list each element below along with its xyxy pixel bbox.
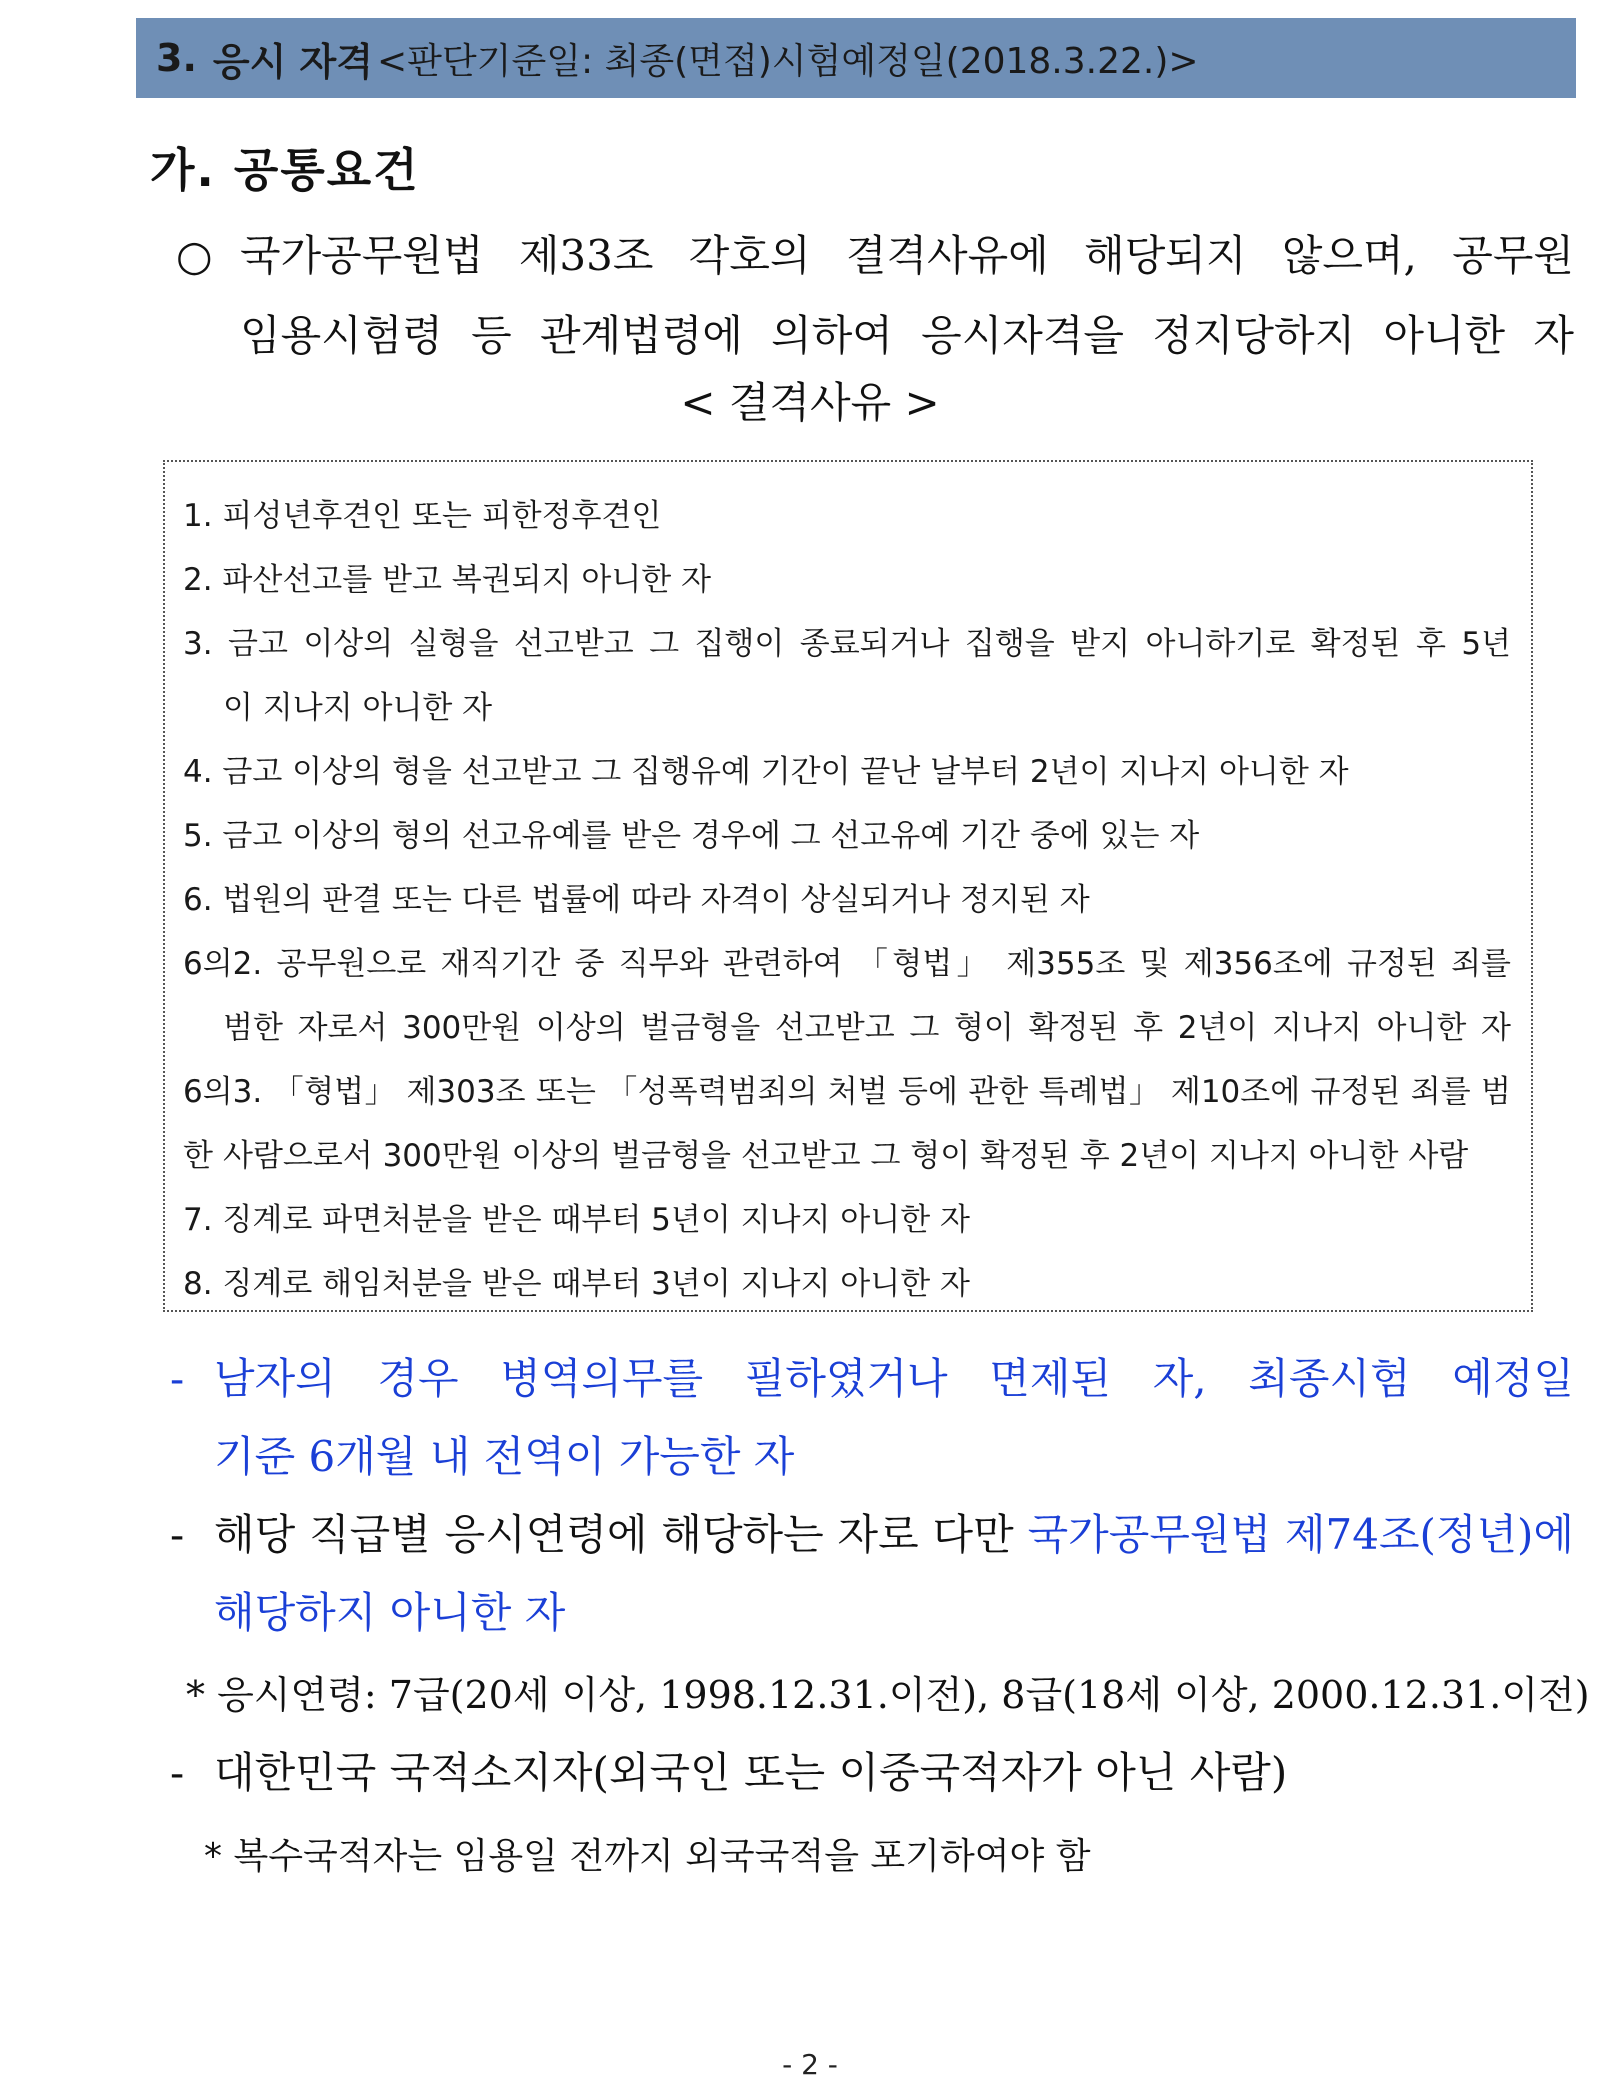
section-heading: 응시 자격	[212, 39, 373, 84]
age-line-1	[170, 1496, 1574, 1574]
dash-bullet-icon: -	[170, 1510, 185, 1559]
list-item: 6의3. 「형법」 제303조 또는 「성폭력범죄의 처벌 등에 관한 특례법」 제10조에 규정된 죄를 범한	[183, 1074, 1511, 1174]
section-criteria: <판단기준일: 최종(면접)시험예정일(2018.3.22.)>	[376, 40, 1199, 82]
list-item: 7. 징계로 파면처분을 받은 때부터 5년이 지나지 아니한 자	[183, 1202, 970, 1238]
list-item: 6. 법원의 판결 또는 다른 법률에 따라 자격이 상실되거나 정지된 자	[183, 882, 1090, 918]
list-item-continuation: 사람으로서 300만원 이상의 벌금형을 선고받고 그 형이 확정된 후 2년이 지나지 아니한 사람	[223, 1138, 1469, 1174]
list-item: 4. 금고 이상의 형을 선고받고 그 집행유예 기간이 끝난 날부터 2년이 지나지 아니한 자	[183, 754, 1349, 790]
nationality-line-1: 대한민국 국적소지자(외국인 또는 이중국적자가 아닌 사람)	[214, 1748, 1288, 1797]
page-number: - 2 -	[782, 2048, 838, 2081]
age-note: * 응시연령: 7급(20세 이상, 1998.12.31.이전), 8급(18세 이상, 2000.12.31.이전)	[186, 1673, 1590, 1717]
list-item: 2. 파산선고를 받고 복권되지 아니한 자	[183, 562, 712, 598]
list-item: 6의2. 공무원으로 재직기간 중 직무와 관련하여 「형법」 제355조 및 제356조에 규정된 죄를	[183, 946, 1511, 982]
military-line-2: 기준 6개월 내 전역이 가능한 자	[214, 1432, 795, 1481]
section-header-bar	[136, 18, 1576, 98]
age-requirement	[170, 1496, 1574, 1652]
list-item-continuation: 이 지나지 아니한 자	[223, 690, 493, 726]
military-requirement	[170, 1340, 1574, 1496]
age-line-1-text: 해당 직급별 응시연령에 해당하는 자로 다만	[214, 1510, 1014, 1559]
list-item: 1. 피성년후견인 또는 피한정후견인	[183, 498, 662, 534]
nationality-requirement	[170, 1734, 1574, 1812]
dash-bullet-icon: -	[170, 1354, 185, 1403]
common-requirement	[176, 216, 1574, 376]
subsection-title: 가. 공통요건	[150, 143, 420, 197]
list-item: 5. 금고 이상의 형의 선고유예를 받은 경우에 그 선고유예 기간 중에 있는 자	[183, 818, 1200, 854]
age-line-2: 해당하지 아니한 자	[214, 1588, 566, 1637]
nationality-note: * 복수국적자는 임용일 전까지 외국국적을 포기하여야 함	[204, 1836, 1091, 1877]
requirement-line-1: 국가공무원법 제33조 각호의 결격사유에 해당되지 않으며, 공무원	[240, 231, 1574, 280]
requirement-line-2: 임용시험령 등 관계법령에 의하여 응시자격을 정지당하지 아니한 자	[240, 311, 1574, 360]
disqualification-box	[163, 460, 1533, 1312]
list-item: 8. 징계로 해임처분을 받은 때부터 3년이 지나지 아니한 자	[183, 1266, 970, 1302]
military-line-1: 남자의 경우 병역의무를 필하였거나 면제된 자, 최종시험 예정일	[214, 1354, 1574, 1403]
circle-bullet-icon: ○	[176, 231, 213, 280]
dash-bullet-icon: -	[170, 1748, 185, 1797]
list-item: 3. 금고 이상의 실형을 선고받고 그 집행이 종료되거나 집행을 받지 아니하기로 확정된 후 5년	[183, 626, 1511, 662]
disqualification-caption: < 결격사유 >	[680, 378, 940, 427]
list-item-continuation: 범한 자로서 300만원 이상의 벌금형을 선고받고 그 형이 확정된 후 2년이 지나지 아니한 자	[223, 1010, 1511, 1046]
section-number: 3.	[156, 36, 197, 80]
age-law-reference: 국가공무원법 제74조(정년)에	[1027, 1510, 1574, 1559]
